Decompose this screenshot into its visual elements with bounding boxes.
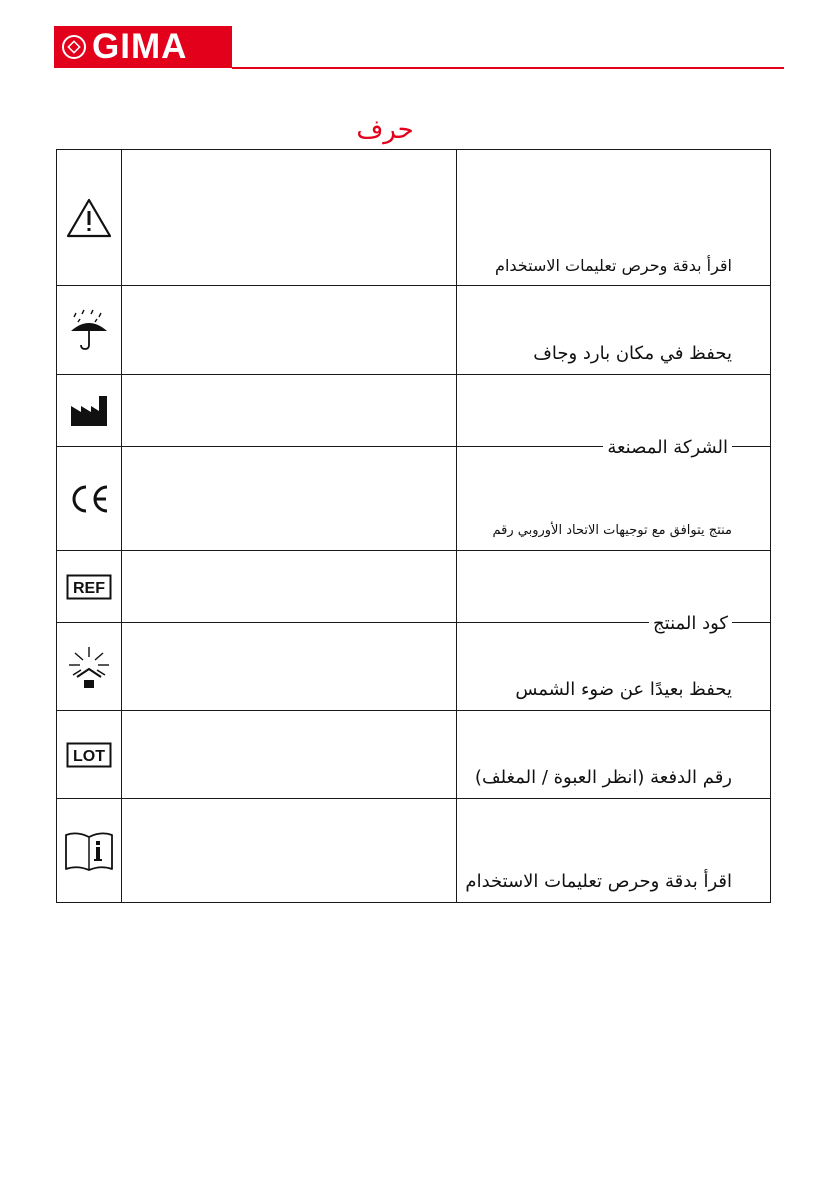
gima-logo	[54, 26, 232, 68]
description-cell	[122, 375, 456, 447]
arabic-text-cell: يحفظ بعيدًا عن ضوء الشمس	[456, 623, 770, 711]
page-title: حرف	[356, 115, 414, 145]
ce-mark-icon	[67, 483, 111, 515]
umbrella-rain-icon	[66, 307, 112, 353]
description-cell	[122, 447, 456, 551]
table-row	[57, 447, 771, 551]
symbols-table	[56, 149, 771, 903]
arabic-text-cell: رقم الدفعة (انظر العبوة / المغلف)	[456, 711, 770, 799]
lot-box-icon	[66, 742, 112, 768]
table-row	[57, 150, 771, 286]
brand-name: GIMA	[92, 27, 188, 66]
factory-manufacturer-icon	[69, 394, 109, 428]
ref-box-icon	[66, 574, 112, 600]
table-row	[57, 711, 771, 799]
table-row	[57, 286, 771, 375]
arabic-text-cell: الشركة المصنعة	[456, 375, 770, 447]
arabic-text-cell: يحفظ في مكان بارد وجاف	[456, 286, 770, 375]
description-cell	[122, 623, 456, 711]
table-row	[57, 623, 771, 711]
seal-icon	[62, 35, 86, 59]
description-cell	[122, 150, 456, 286]
arabic-text-cell: كود المنتج	[456, 551, 770, 623]
description-cell	[122, 711, 456, 799]
description-cell	[122, 286, 456, 375]
header	[54, 26, 784, 72]
svg-text:LOT: LOT	[73, 747, 106, 765]
svg-text:REF: REF	[73, 579, 106, 597]
description-cell	[122, 551, 456, 623]
table-row	[57, 375, 771, 447]
arabic-text-cell: اقرأ بدقة وحرص تعليمات الاستخدام	[456, 799, 770, 903]
header-rule	[232, 67, 784, 69]
instructions-book-icon	[63, 831, 115, 871]
description-cell	[122, 799, 456, 903]
table-row	[57, 551, 771, 623]
arabic-text-cell: منتج يتوافق مع توجيهات الاتحاد الأوروبي رقم	[456, 447, 770, 551]
arabic-text-cell: اقرأ بدقة وحرص تعليمات الاستخدام	[456, 150, 770, 286]
warning-triangle-icon	[65, 197, 113, 239]
sun-protect-icon	[65, 643, 113, 691]
table-row	[57, 799, 771, 903]
